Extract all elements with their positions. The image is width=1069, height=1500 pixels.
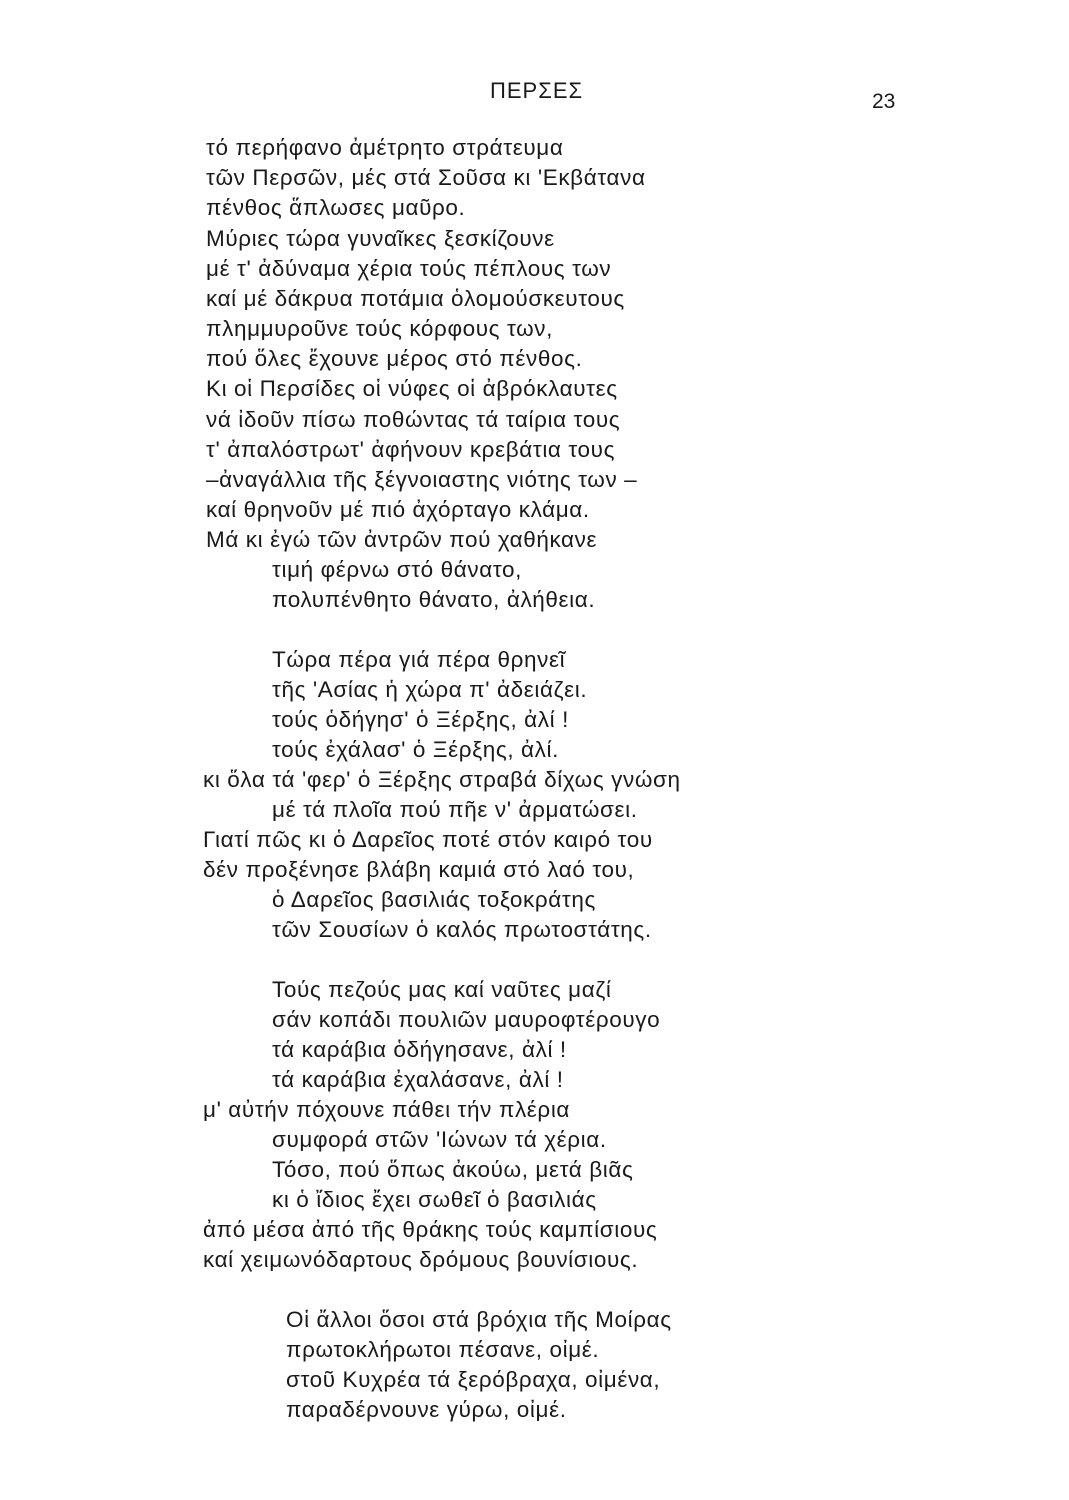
- poem-line: μέ τά πλοῖα πού πῆε ν' ἀρματώσει.: [272, 797, 638, 822]
- poem-line: τά καράβια ὁδήγησανε, ἀλί !: [272, 1037, 567, 1062]
- poem-line: τ' ἀπαλόστρωτ' ἀφήνουν κρεβάτια τους: [206, 437, 616, 462]
- poem-line: ἀπό μέσα ἀπό τῆς θράκης τούς καμπίσιους: [203, 1217, 658, 1242]
- poem-line: τούς ἐχάλασ' ὁ Ξέρξης, ἀλί.: [272, 737, 559, 762]
- page-header: [0, 78, 1069, 118]
- poem-line: τῶν Περσῶν, μές στά Σοῦσα κι 'Εκβάτανα: [206, 165, 646, 190]
- poem-line: τιμή φέρνω στό θάνατο,: [272, 557, 522, 582]
- poem-line: Τώρα πέρα γιά πέρα θρηνεῖ: [272, 647, 566, 672]
- poem-line: μέ τ' ἀδύναμα χέρια τούς πέπλους των: [206, 256, 612, 281]
- poem-line: μ' αὐτήν πόχουνε πάθει τήν πλέρια: [203, 1097, 571, 1122]
- poem-line: –ἀναγάλλια τῆς ξέγνοιαστης νιότης των –: [206, 467, 638, 492]
- poem-line: καί θρηνοῦν μέ πιό ἀχόρταγο κλάμα.: [206, 497, 590, 522]
- poem-line: Μύριες τώρα γυναῖκες ξεσκίζουνε: [206, 226, 555, 251]
- poem-line: Οἱ ἄλλοι ὅσοι στά βρόχια τῆς Μοίρας: [286, 1307, 672, 1332]
- running-title: ΠΕΡΣΕΣ: [490, 78, 584, 103]
- poem-line: Γιατί πῶς κι ὁ Δαρεῖος ποτέ στόν καιρό του: [203, 827, 653, 852]
- poem-line: Μά κι ἐγώ τῶν ἀντρῶν πού χαθήκανε: [206, 527, 598, 552]
- poem-line: κι ὁ ἴδιος ἔχει σωθεῖ ὁ βασιλιάς: [272, 1187, 597, 1212]
- poem-line: πένθος ἅπλωσες μαῦρο.: [206, 195, 466, 220]
- poem-line: ὁ Δαρεῖος βασιλιάς τοξοκράτης: [272, 887, 596, 912]
- poem-line: πολυπένθητο θάνατο, ἀλήθεια.: [272, 587, 596, 612]
- poem-line: πλημμυροῦνε τούς κόρφους των,: [206, 316, 553, 341]
- poem-line: σάν κοπάδι πουλιῶν μαυροφτέρουγο: [272, 1007, 661, 1032]
- poem-line: καί μέ δάκρυα ποτάμια ὁλομούσκευτους: [206, 286, 625, 311]
- poem-line: τά καράβια ἐχαλάσανε, ἀλί !: [272, 1067, 564, 1092]
- poem-line: Τούς πεζούς μας καί ναῦτες μαζί: [272, 977, 612, 1002]
- poem-line: πρωτοκλήρωτοι πέσανε, οἰμέ.: [286, 1337, 600, 1362]
- poem-line: Τόσο, πού ὅπως ἀκούω, μετά βιᾶς: [272, 1157, 634, 1182]
- poem-line: τῶν Σουσίων ὁ καλός πρωτοστάτης.: [272, 917, 652, 942]
- poem-line: τῆς 'Ασίας ἡ χώρα π' ἀδειάζει.: [272, 677, 588, 702]
- poem-line: καί χειμωνόδαρτους δρόμους βουνίσιους.: [203, 1247, 639, 1272]
- poem-line: Κι οἱ Περσίδες οἱ νύφες οἱ ἀβρόκλαυτες: [206, 376, 618, 401]
- poem-line: τό περήφανο ἀμέτρητο στράτευμα: [206, 135, 564, 160]
- poem-line: στοῦ Κυχρέα τά ξερόβραχα, οἰμένα,: [286, 1367, 661, 1392]
- poem-line: τούς ὁδήγησ' ὁ Ξέρξης, ἀλί !: [272, 707, 569, 732]
- poem-line: νά ἰδοῦν πίσω ποθώντας τά ταίρια τους: [206, 407, 621, 432]
- poem-line: συμφορά στῶν 'Ιώνων τά χέρια.: [272, 1127, 607, 1152]
- page-number: 23: [872, 90, 896, 113]
- poem-line: κι ὅλα τά 'φερ' ὁ Ξέρξης στραβά δίχως γνώση: [203, 767, 681, 792]
- poem-line: παραδέρνουνε γύρω, οἰμέ.: [286, 1397, 567, 1422]
- poem-line: πού ὅλες ἔχουνε μέρος στό πένθος.: [206, 346, 583, 371]
- poem-line: δέν προξένησε βλάβη καμιά στό λαό του,: [203, 857, 635, 882]
